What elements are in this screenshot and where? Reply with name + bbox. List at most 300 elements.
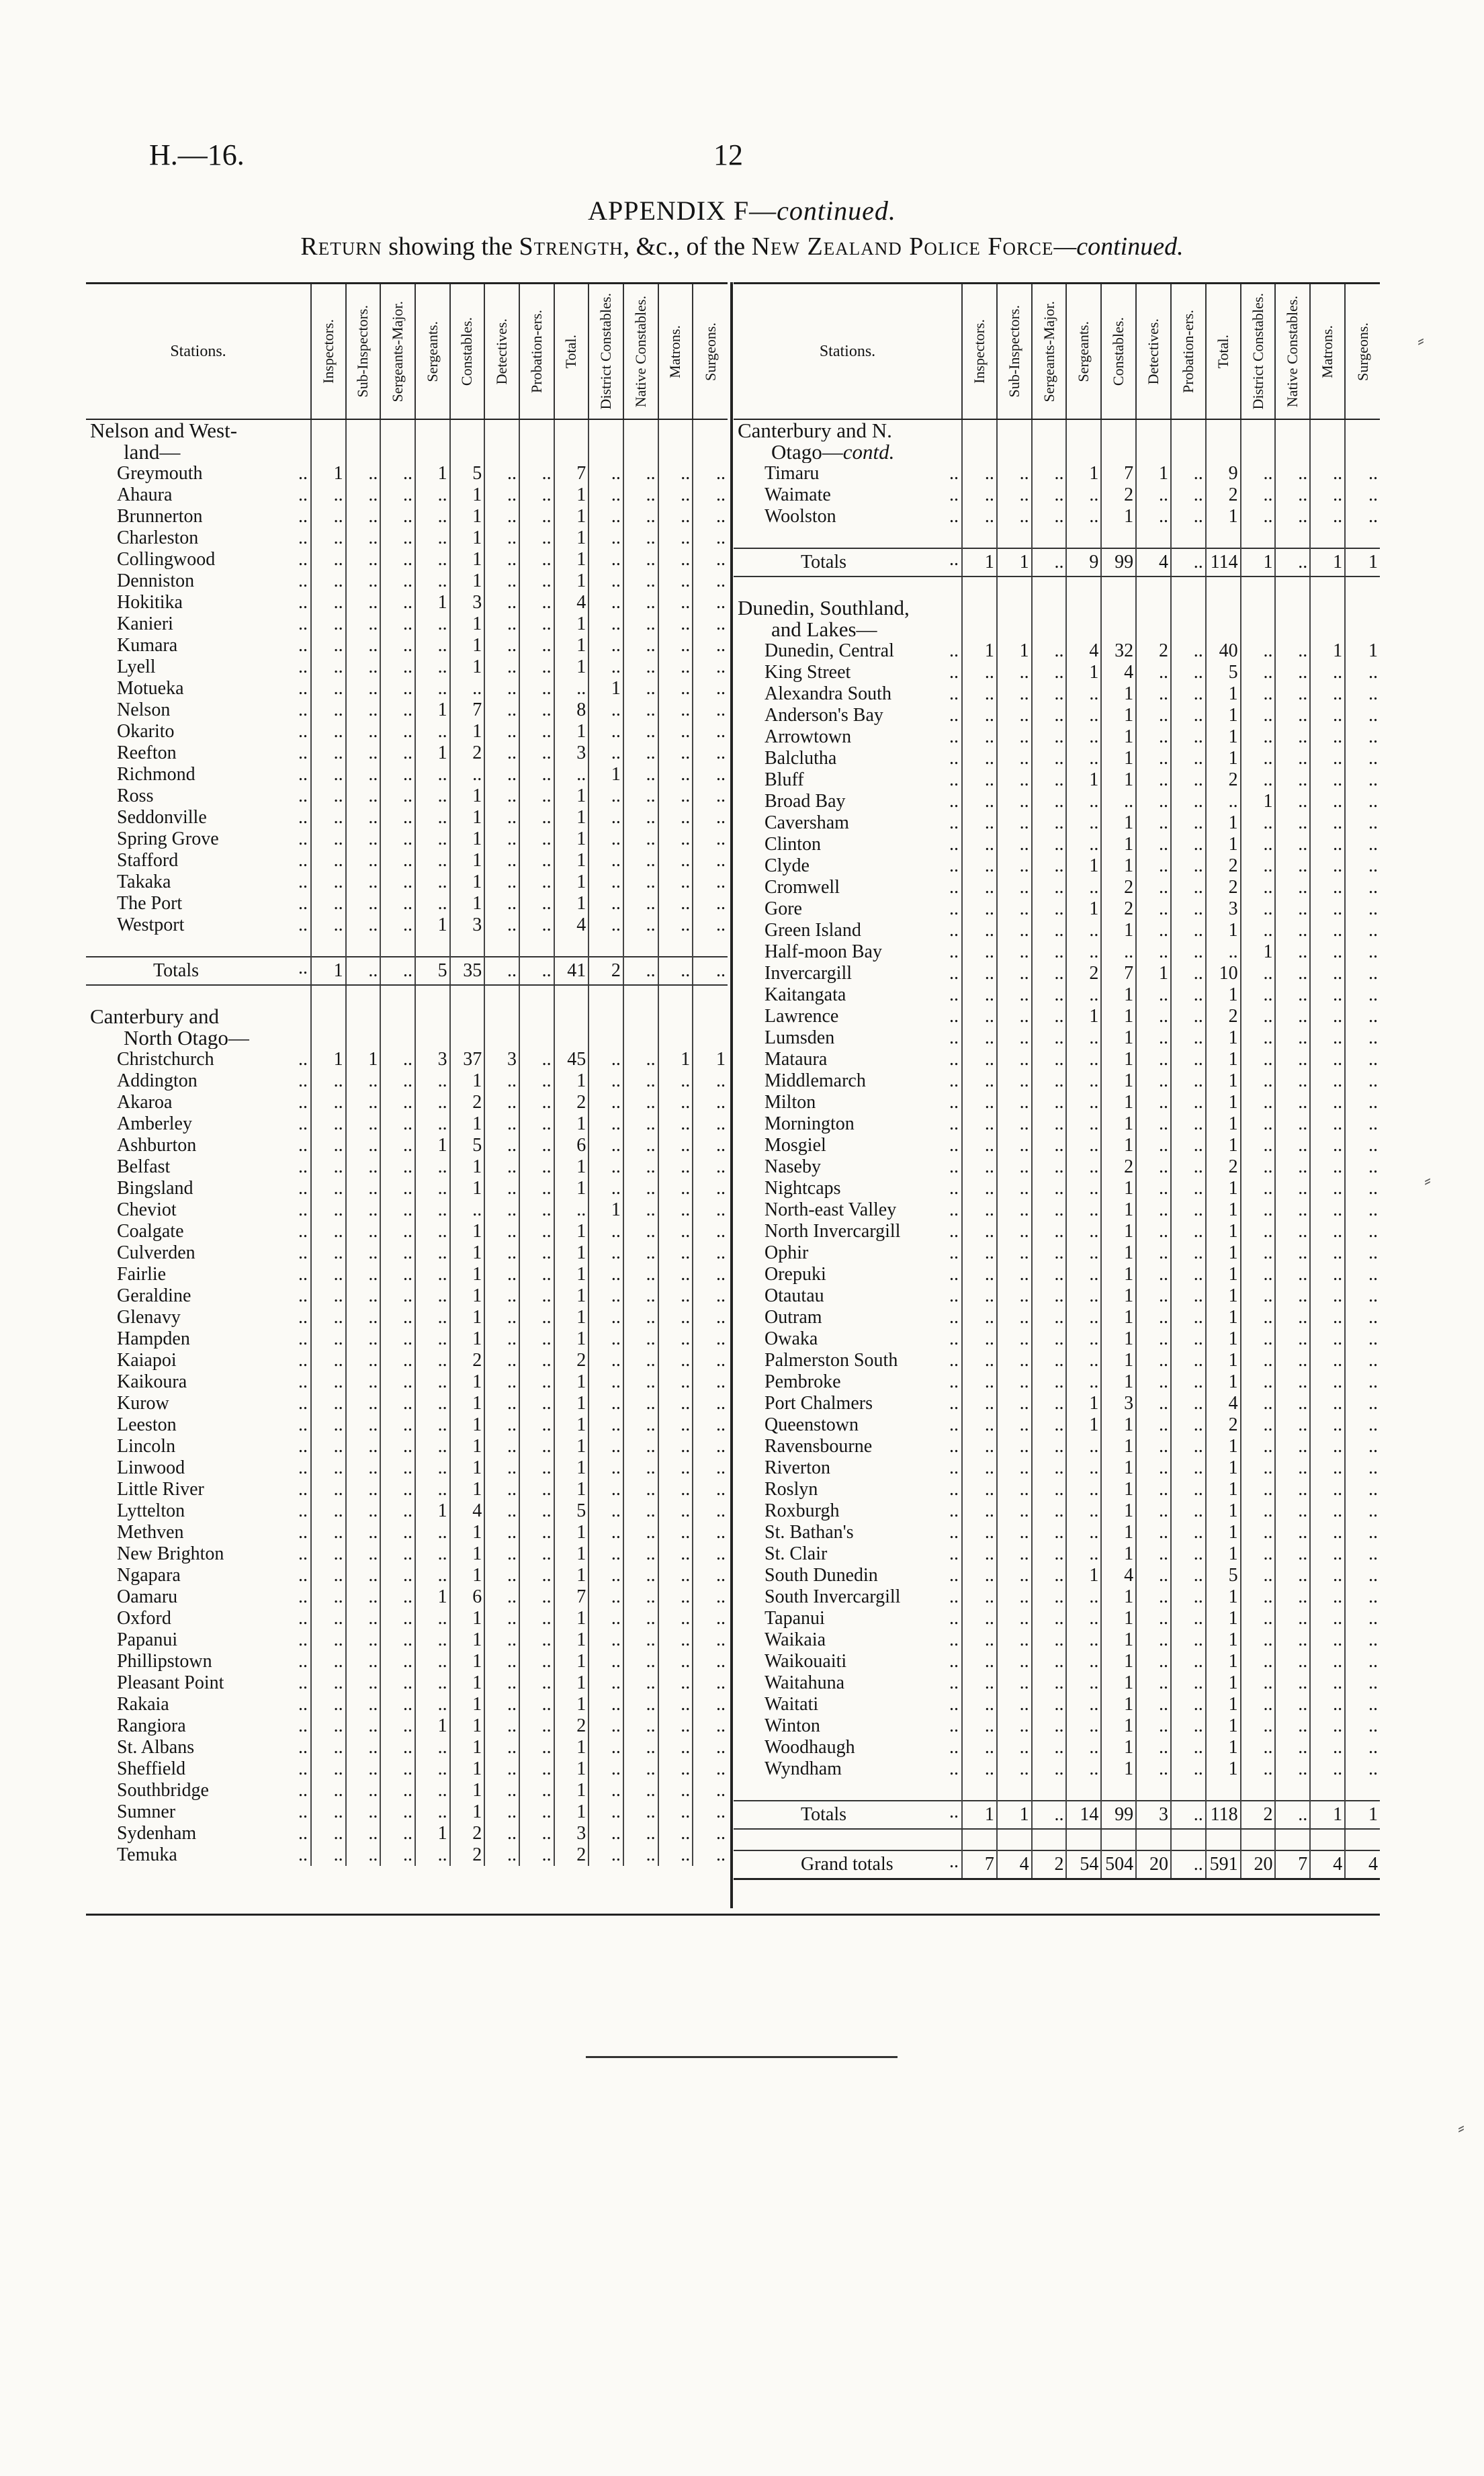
value-cell: .. — [693, 1264, 728, 1285]
leader-dots: .. — [949, 1457, 959, 1478]
section2i-row — [734, 441, 1380, 463]
value-cell: .. — [997, 1371, 1032, 1393]
station-label: New Brighton — [117, 1543, 224, 1564]
value-cell: .. — [588, 1608, 623, 1629]
value-cell: 1 — [1101, 1758, 1136, 1780]
value-cell: .. — [519, 1801, 554, 1823]
value-cell: 1 — [1101, 1328, 1136, 1350]
station-name — [734, 619, 962, 640]
value-cell: .. — [997, 1522, 1032, 1543]
value-cell: .. — [658, 1285, 693, 1307]
value-cell: .. — [1136, 662, 1171, 683]
value-cell: .. — [519, 1737, 554, 1758]
station-name — [86, 1242, 311, 1264]
table-row — [86, 1565, 728, 1586]
value-cell: .. — [1101, 791, 1136, 812]
station-label: Anderson's Bay — [765, 705, 883, 726]
value-cell: .. — [1032, 662, 1067, 683]
value-cell: .. — [415, 1672, 450, 1694]
value-cell: .. — [693, 1350, 728, 1371]
value-cell: 1 — [1101, 1586, 1136, 1608]
value-cell: .. — [1136, 1543, 1171, 1565]
value-cell: 1 — [1101, 1672, 1136, 1694]
value-cell — [311, 985, 346, 1006]
value-cell: .. — [346, 1522, 381, 1543]
value-cell: 1 — [554, 1307, 589, 1328]
value-cell: .. — [1310, 834, 1345, 855]
value-cell: .. — [1032, 791, 1067, 812]
value-cell: 1 — [1101, 1543, 1136, 1565]
value-cell: .. — [658, 1178, 693, 1199]
value-cell: .. — [1241, 1715, 1276, 1737]
station-label: Winton — [765, 1715, 820, 1736]
value-cell: .. — [380, 1565, 415, 1586]
table-bottom-rule — [86, 1914, 1380, 1916]
value-cell: .. — [1136, 1436, 1171, 1457]
value-cell: .. — [346, 1780, 381, 1801]
value-cell: .. — [380, 1608, 415, 1629]
value-cell: .. — [997, 1006, 1032, 1027]
value-cell: .. — [519, 742, 554, 764]
value-cell: .. — [380, 1823, 415, 1844]
value-cell: 1 — [1206, 1307, 1241, 1328]
value-cell: .. — [1241, 1178, 1276, 1199]
station-name — [86, 1264, 311, 1285]
value-cell: .. — [962, 1694, 997, 1715]
value-cell: .. — [693, 828, 728, 850]
value-cell: 1 — [450, 635, 485, 656]
value-cell: .. — [658, 1221, 693, 1242]
value-cell: 2 — [1032, 1850, 1067, 1879]
station-name — [86, 570, 311, 592]
station-label: Charleston — [117, 527, 199, 548]
value-cell: .. — [962, 1479, 997, 1500]
value-cell: .. — [415, 1113, 450, 1135]
value-cell: 1 — [1101, 506, 1136, 527]
value-cell: .. — [1171, 1414, 1206, 1436]
value-cell: .. — [519, 1092, 554, 1113]
station-label: Nelson and West- — [90, 419, 238, 441]
station-name — [734, 1522, 962, 1543]
value-cell: .. — [1066, 1651, 1101, 1672]
value-cell: .. — [380, 1844, 415, 1866]
leader-dots: .. — [949, 834, 959, 855]
value-cell: .. — [588, 656, 623, 678]
value-cell: .. — [484, 1113, 519, 1135]
value-cell: 1 — [450, 1457, 485, 1479]
value-cell: .. — [380, 871, 415, 893]
leader-dots: .. — [949, 640, 959, 661]
value-cell: 1 — [1206, 1522, 1241, 1543]
value-cell: .. — [346, 1823, 381, 1844]
value-cell: .. — [415, 785, 450, 807]
value-cell: .. — [519, 807, 554, 828]
value-cell — [554, 1027, 589, 1049]
value-cell: 504 — [1101, 1850, 1136, 1879]
leader-dots: .. — [949, 1436, 959, 1457]
value-cell: .. — [693, 1156, 728, 1178]
value-cell: .. — [1136, 855, 1171, 877]
value-cell: .. — [1066, 1328, 1101, 1350]
value-cell: 1 — [1101, 1500, 1136, 1522]
station-label: Cromwell — [765, 877, 840, 898]
station-name — [734, 1737, 962, 1758]
value-cell: .. — [484, 807, 519, 828]
value-cell: .. — [484, 914, 519, 936]
value-cell: 1 — [554, 1801, 589, 1823]
value-cell: .. — [1345, 748, 1380, 769]
value-cell: .. — [1345, 834, 1380, 855]
table-row — [734, 1092, 1380, 1113]
value-cell: .. — [484, 1586, 519, 1608]
column-header — [415, 284, 450, 420]
value-cell: .. — [311, 1070, 346, 1092]
value-cell: .. — [962, 1242, 997, 1264]
value-cell — [1206, 577, 1241, 597]
table-row — [86, 1092, 728, 1113]
value-cell: 1 — [450, 850, 485, 871]
station-name — [86, 1672, 311, 1694]
station-label: Clyde — [765, 855, 810, 876]
column-header — [1066, 284, 1101, 420]
value-cell: .. — [1171, 812, 1206, 834]
value-cell: .. — [380, 742, 415, 764]
value-cell: 1 — [554, 1629, 589, 1651]
value-cell — [997, 577, 1032, 597]
value-cell: .. — [623, 1264, 658, 1285]
value-cell: .. — [484, 1844, 519, 1866]
value-cell: .. — [588, 1264, 623, 1285]
value-cell: .. — [484, 463, 519, 484]
table-row — [734, 791, 1380, 812]
station-name — [86, 871, 311, 893]
value-cell — [962, 597, 997, 619]
table-row — [734, 705, 1380, 726]
value-cell: .. — [519, 484, 554, 506]
value-cell: .. — [623, 1758, 658, 1780]
value-cell: 10 — [1206, 963, 1241, 984]
value-cell: .. — [1345, 1156, 1380, 1178]
value-cell: .. — [623, 1135, 658, 1156]
station-name — [86, 1457, 311, 1479]
value-cell: 1 — [450, 1178, 485, 1199]
table-row — [86, 1264, 728, 1285]
value-cell: .. — [1032, 1156, 1067, 1178]
value-cell: 5 — [1206, 1565, 1241, 1586]
value-cell — [962, 419, 997, 441]
column-header — [1101, 284, 1136, 420]
value-cell: .. — [519, 1823, 554, 1844]
value-cell: .. — [658, 1651, 693, 1672]
column-header — [450, 284, 485, 420]
value-cell: .. — [1310, 1371, 1345, 1393]
station-name — [86, 1285, 311, 1307]
station-name — [734, 1672, 962, 1694]
value-cell: .. — [484, 1393, 519, 1414]
value-cell: .. — [1345, 1629, 1380, 1651]
value-cell: .. — [623, 1070, 658, 1092]
station-name — [86, 1565, 311, 1586]
station-label: North Invercargill — [765, 1221, 901, 1242]
value-cell: .. — [484, 1672, 519, 1694]
value-cell: .. — [346, 871, 381, 893]
total-row — [734, 548, 1380, 577]
value-cell: 2 — [588, 957, 623, 985]
value-cell: .. — [1241, 1221, 1276, 1242]
value-cell: .. — [484, 1199, 519, 1221]
value-cell: .. — [311, 1242, 346, 1264]
value-cell: 1 — [1206, 1178, 1241, 1199]
value-cell: .. — [1310, 1758, 1345, 1780]
value-cell: .. — [997, 1608, 1032, 1629]
value-cell: .. — [693, 1285, 728, 1307]
value-cell — [1310, 1780, 1345, 1801]
leader-dots: .. — [949, 1801, 959, 1822]
value-cell: .. — [1345, 484, 1380, 506]
value-cell: 9 — [1206, 463, 1241, 484]
value-cell: .. — [415, 1092, 450, 1113]
value-cell: .. — [1345, 877, 1380, 898]
value-cell: .. — [1032, 1629, 1067, 1651]
value-cell: .. — [1032, 1006, 1067, 1027]
value-cell: .. — [346, 742, 381, 764]
value-cell: .. — [658, 678, 693, 699]
value-cell: .. — [415, 1414, 450, 1436]
value-cell — [1171, 619, 1206, 640]
column-header-label: Sergeants-Major. — [389, 300, 406, 402]
value-cell — [1032, 419, 1067, 441]
value-cell: 1 — [1206, 1027, 1241, 1049]
value-cell: .. — [588, 807, 623, 828]
value-cell — [693, 441, 728, 463]
value-cell: .. — [484, 484, 519, 506]
value-cell: .. — [1241, 1457, 1276, 1479]
value-cell: .. — [1241, 484, 1276, 506]
value-cell — [484, 1006, 519, 1027]
leader-dots: .. — [949, 1608, 959, 1629]
value-cell: .. — [1275, 1113, 1310, 1135]
leader-dots: .. — [949, 791, 959, 812]
value-cell: .. — [311, 785, 346, 807]
value-cell: .. — [554, 1199, 589, 1221]
value-cell: .. — [1136, 1242, 1171, 1264]
value-cell: .. — [311, 1479, 346, 1500]
value-cell: .. — [1032, 1135, 1067, 1156]
value-cell: .. — [484, 1156, 519, 1178]
station-name — [86, 893, 311, 914]
value-cell: .. — [962, 748, 997, 769]
value-cell: 1 — [554, 527, 589, 549]
page-number: 12 — [713, 138, 743, 171]
column-header — [554, 284, 589, 420]
value-cell: 1 — [450, 484, 485, 506]
value-cell: .. — [1136, 920, 1171, 941]
value-cell: .. — [1275, 1694, 1310, 1715]
column-header-label: Constables. — [458, 316, 476, 386]
value-cell — [346, 1006, 381, 1027]
value-cell — [1171, 419, 1206, 441]
value-cell: 1 — [554, 1242, 589, 1264]
value-cell: .. — [1275, 812, 1310, 834]
value-cell: 1 — [450, 506, 485, 527]
value-cell: .. — [588, 1070, 623, 1092]
value-cell: .. — [997, 726, 1032, 748]
value-cell — [1101, 577, 1136, 597]
gap-row — [86, 936, 728, 957]
station-label: Akaroa — [117, 1092, 173, 1113]
table-row — [734, 1221, 1380, 1242]
value-cell: .. — [519, 678, 554, 699]
value-cell: .. — [1345, 1371, 1380, 1393]
value-cell: .. — [484, 613, 519, 635]
value-cell: .. — [997, 834, 1032, 855]
value-cell: .. — [1310, 769, 1345, 791]
value-cell: .. — [1136, 1178, 1171, 1199]
station-name — [734, 1307, 962, 1328]
value-cell: .. — [588, 1092, 623, 1113]
value-cell: .. — [311, 1780, 346, 1801]
value-cell: .. — [1275, 662, 1310, 683]
value-cell: 1 — [554, 1328, 589, 1350]
leader-dots: .. — [949, 1156, 959, 1177]
value-cell: .. — [484, 1307, 519, 1328]
value-cell: .. — [450, 1199, 485, 1221]
value-cell: .. — [519, 1049, 554, 1070]
value-cell: .. — [311, 527, 346, 549]
value-cell: .. — [693, 1672, 728, 1694]
table-row — [734, 1672, 1380, 1694]
value-cell: .. — [311, 635, 346, 656]
station-name — [734, 812, 962, 834]
value-cell — [1310, 619, 1345, 640]
value-cell — [1241, 441, 1276, 463]
station-label: South Invercargill — [765, 1586, 901, 1607]
value-cell: .. — [693, 1307, 728, 1328]
value-cell: .. — [1345, 1113, 1380, 1135]
table-row — [734, 1436, 1380, 1457]
value-cell: .. — [1241, 748, 1276, 769]
value-cell: .. — [346, 1436, 381, 1457]
leader-dots: .. — [298, 463, 308, 484]
value-cell: .. — [1171, 769, 1206, 791]
value-cell: .. — [519, 1135, 554, 1156]
value-cell: 2 — [1066, 963, 1101, 984]
value-cell: .. — [588, 1221, 623, 1242]
value-cell: .. — [1241, 1629, 1276, 1651]
value-cell: .. — [588, 785, 623, 807]
value-cell: .. — [1345, 1414, 1380, 1436]
value-cell: 1 — [450, 1242, 485, 1264]
value-cell: .. — [380, 1694, 415, 1715]
value-cell: 1 — [1101, 1135, 1136, 1156]
station-name — [86, 1651, 311, 1672]
value-cell — [554, 419, 589, 441]
value-cell — [519, 419, 554, 441]
margin-mark: ⸗ — [1458, 2117, 1465, 2139]
value-cell: .. — [658, 635, 693, 656]
value-cell: 1 — [1206, 1758, 1241, 1780]
value-cell: 2 — [1241, 1801, 1276, 1829]
value-cell: .. — [1241, 834, 1276, 855]
value-cell: .. — [519, 1780, 554, 1801]
value-cell: .. — [1032, 1672, 1067, 1694]
value-cell: .. — [658, 592, 693, 613]
table-row — [86, 1457, 728, 1479]
value-cell: .. — [997, 1758, 1032, 1780]
leader-dots: .. — [298, 1156, 308, 1177]
value-cell — [1310, 527, 1345, 548]
value-cell: .. — [658, 506, 693, 527]
value-cell: 1 — [1345, 640, 1380, 662]
value-cell: .. — [1032, 1221, 1067, 1242]
station-label: Sumner — [117, 1801, 176, 1822]
value-cell: .. — [997, 1092, 1032, 1113]
value-cell: .. — [519, 1436, 554, 1457]
table-row — [734, 726, 1380, 748]
value-cell: .. — [484, 1694, 519, 1715]
value-cell: .. — [484, 592, 519, 613]
value-cell: .. — [346, 699, 381, 721]
value-cell: .. — [1275, 1199, 1310, 1221]
value-cell: .. — [380, 1199, 415, 1221]
value-cell: .. — [1101, 941, 1136, 963]
station-label: Seddonville — [117, 807, 207, 828]
station-name — [86, 441, 311, 463]
value-cell: .. — [1171, 662, 1206, 683]
station-label: Ophir — [765, 1242, 809, 1263]
value-cell: .. — [1066, 1092, 1101, 1113]
value-cell: .. — [311, 1264, 346, 1285]
leader-dots: .. — [949, 1092, 959, 1113]
value-cell: .. — [623, 1823, 658, 1844]
value-cell — [588, 1027, 623, 1049]
leader-dots: .. — [298, 1242, 308, 1263]
value-cell — [450, 441, 485, 463]
table-row — [86, 1199, 728, 1221]
value-cell: .. — [1066, 791, 1101, 812]
value-cell — [1171, 527, 1206, 548]
value-cell: .. — [1136, 726, 1171, 748]
value-cell: 1 — [1101, 1092, 1136, 1113]
value-cell: .. — [1275, 877, 1310, 898]
value-cell — [1101, 419, 1136, 441]
table-row — [86, 893, 728, 914]
value-cell: .. — [623, 484, 658, 506]
value-cell: .. — [311, 1414, 346, 1436]
station-name — [86, 1049, 311, 1070]
value-cell: .. — [380, 1629, 415, 1651]
value-cell: .. — [380, 1758, 415, 1780]
leader-dots: .. — [298, 785, 308, 806]
value-cell: .. — [962, 1457, 997, 1479]
leader-dots: .. — [298, 1436, 308, 1457]
station-label: Middlemarch — [765, 1070, 866, 1091]
value-cell: .. — [588, 871, 623, 893]
value-cell: .. — [588, 1350, 623, 1371]
value-cell — [1032, 597, 1067, 619]
value-cell: .. — [1032, 1737, 1067, 1758]
value-cell: .. — [623, 1565, 658, 1586]
value-cell — [658, 936, 693, 957]
leader-dots: .. — [949, 1522, 959, 1543]
value-cell: .. — [346, 893, 381, 914]
value-cell: .. — [997, 1350, 1032, 1371]
value-cell: .. — [1171, 1457, 1206, 1479]
value-cell: .. — [415, 1457, 450, 1479]
table-row — [86, 764, 728, 785]
value-cell: 1 — [450, 1629, 485, 1651]
value-cell: .. — [962, 1221, 997, 1242]
